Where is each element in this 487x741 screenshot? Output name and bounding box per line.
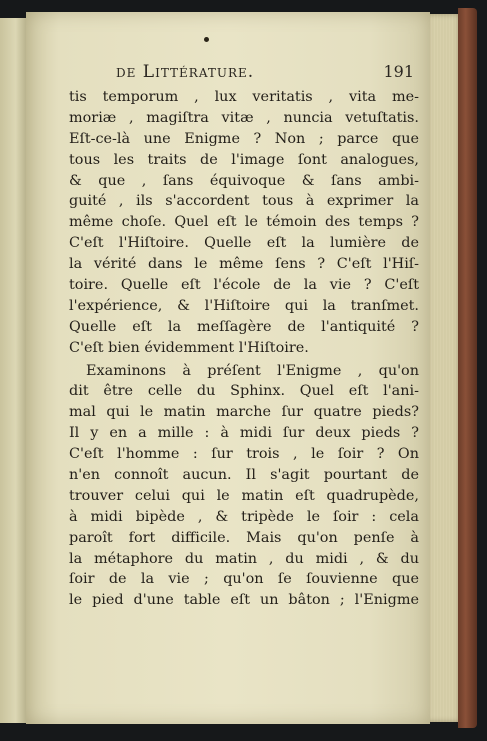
page-header — [116, 60, 416, 86]
text-line: la métaphore du matin , du midi , & du — [69, 550, 419, 567]
text-line: n'en connoît aucun. Il s'agit pourtant de — [69, 467, 419, 484]
text-line: la vérité dans le même ſens ? C'eſt l'Hiſ- — [69, 256, 419, 273]
text-line: dit être celle du Sphinx. Quel eſt l'ani- — [69, 383, 419, 400]
text-line: C'eſt bien évidemment l'Hiſtoire. — [69, 339, 309, 356]
book-cover — [458, 8, 477, 728]
text-line: toire. Quelle eſt l'école de la vie ? C'eſt — [69, 277, 419, 294]
text-line: mal qui le matin marche ſur quatre pieds? — [69, 404, 419, 421]
text-line: l'expérience, & l'Hiſtoire qui la tranſmet. — [69, 297, 419, 314]
facing-page-edge — [0, 18, 27, 723]
ink-spot — [204, 37, 209, 42]
page-number: 191 — [383, 62, 414, 81]
text-line: paroît fort difficile. Mais qu'on penſe à — [69, 529, 419, 546]
text-line: même choſe. Quel eſt le témoin des temps ? — [69, 214, 419, 231]
text-line: C'eſt l'homme : ſur trois , le ſoir ? On — [69, 446, 419, 463]
text-line: Il y en a mille : à midi ſur deux pieds ? — [69, 425, 419, 442]
text-line: ſoir de la vie ; qu'on ſe ſouvienne que — [69, 571, 419, 588]
text-line: & que , ſans équivoque & ſans ambi- — [69, 172, 419, 189]
text-line: C'eſt l'Hiſtoire. Quelle eſt la lumière de — [69, 235, 419, 252]
text-line: tis temporum , lux veritatis , vita me- — [69, 89, 419, 105]
text-line: le pied d'une table eſt un bâton ; l'Enigme — [69, 592, 419, 609]
text-line: Quelle eſt la meſſagère de l'antiquité ? — [69, 318, 419, 335]
running-head: de Littérature. — [116, 62, 255, 82]
text-line: tous les traits de l'image ſont analogues, — [69, 151, 419, 168]
text-line: moriæ , magiſtra vitæ , nuncia vetuſtatis. — [69, 109, 419, 126]
body-text — [69, 87, 419, 611]
text-line: à midi bipède , & tripède le ſoir : cela — [69, 508, 419, 525]
text-line: trouver celui qui le matin eſt quadrupède, — [69, 487, 419, 504]
text-line: guité , ils s'accordent tous à exprimer la — [69, 193, 419, 210]
text-line: Eſt-ce-là une Enigme ? Non ; parce que — [69, 130, 419, 147]
text-line: Examinons à préſent l'Enigme , qu'on — [86, 362, 419, 379]
